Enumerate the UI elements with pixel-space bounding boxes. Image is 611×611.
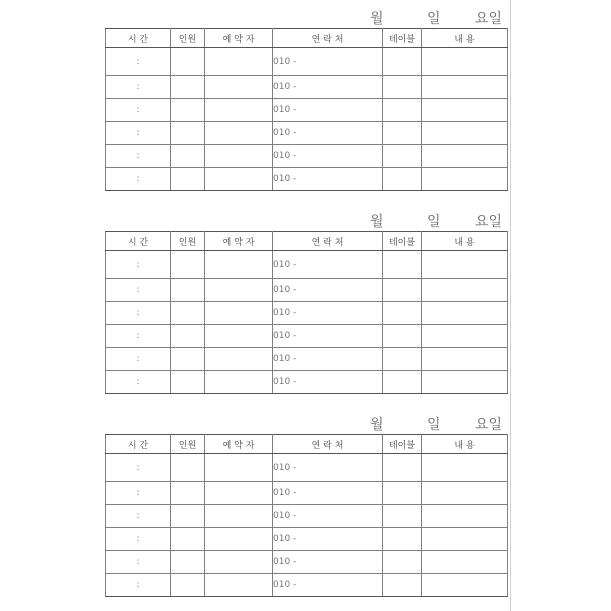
time-cell[interactable]: : bbox=[106, 122, 171, 145]
date-line bbox=[105, 412, 507, 434]
table-row bbox=[106, 251, 508, 279]
contact-cell[interactable]: 010 - bbox=[273, 505, 383, 528]
contact-cell[interactable]: 010 - bbox=[273, 574, 383, 597]
table-row bbox=[106, 76, 508, 99]
party-size-cell[interactable] bbox=[171, 168, 205, 191]
time-cell[interactable]: : bbox=[106, 325, 171, 348]
table-row bbox=[106, 371, 508, 394]
reservation-table bbox=[105, 434, 508, 597]
notes-cell[interactable] bbox=[422, 251, 508, 279]
table-row bbox=[106, 302, 508, 325]
notes-cell[interactable] bbox=[422, 551, 508, 574]
guest-name-header: 예 약 자 bbox=[205, 232, 273, 251]
day-label: 일 bbox=[427, 417, 441, 433]
guest-name-cell[interactable] bbox=[205, 251, 273, 279]
contact-cell[interactable]: 010 - bbox=[273, 371, 383, 394]
party-size-cell[interactable] bbox=[171, 302, 205, 325]
table-number-cell[interactable] bbox=[383, 371, 422, 394]
notes-cell[interactable] bbox=[422, 99, 508, 122]
notes-cell[interactable] bbox=[422, 48, 508, 76]
contact-cell[interactable]: 010 - bbox=[273, 168, 383, 191]
contact-cell[interactable]: 010 - bbox=[273, 528, 383, 551]
time-cell[interactable]: : bbox=[106, 76, 171, 99]
weekday-label: 요일 bbox=[475, 214, 503, 230]
table-number-cell[interactable] bbox=[383, 251, 422, 279]
time-cell[interactable]: : bbox=[106, 482, 171, 505]
notes-cell[interactable] bbox=[422, 145, 508, 168]
table-row bbox=[106, 168, 508, 191]
party-size-cell[interactable] bbox=[171, 48, 205, 76]
reservation-block-2 bbox=[105, 209, 507, 394]
notes-cell[interactable] bbox=[422, 168, 508, 191]
contact-cell[interactable]: 010 - bbox=[273, 99, 383, 122]
guest-name-cell[interactable] bbox=[205, 122, 273, 145]
time-cell[interactable]: : bbox=[106, 551, 171, 574]
contact-cell[interactable]: 010 - bbox=[273, 279, 383, 302]
table-number-header: 테이블 bbox=[383, 29, 422, 48]
table-row bbox=[106, 574, 508, 597]
party-size-cell[interactable] bbox=[171, 325, 205, 348]
table-number-cell[interactable] bbox=[383, 122, 422, 145]
party-size-cell[interactable] bbox=[171, 348, 205, 371]
time-cell[interactable]: : bbox=[106, 505, 171, 528]
notes-cell[interactable] bbox=[422, 302, 508, 325]
guest-name-cell[interactable] bbox=[205, 454, 273, 482]
party-size-header: 인원 bbox=[171, 232, 205, 251]
guest-name-cell[interactable] bbox=[205, 482, 273, 505]
notes-cell[interactable] bbox=[422, 454, 508, 482]
table-number-cell[interactable] bbox=[383, 168, 422, 191]
table-number-cell[interactable] bbox=[383, 48, 422, 76]
time-cell[interactable]: : bbox=[106, 454, 171, 482]
table-number-cell[interactable] bbox=[383, 505, 422, 528]
party-size-cell[interactable] bbox=[171, 482, 205, 505]
guest-name-cell[interactable] bbox=[205, 528, 273, 551]
guest-name-cell[interactable] bbox=[205, 371, 273, 394]
table-row bbox=[106, 99, 508, 122]
month-label: 월 bbox=[370, 417, 384, 433]
contact-header: 연 락 처 bbox=[273, 435, 383, 454]
table-header-row bbox=[106, 29, 508, 48]
reservation-block-3 bbox=[105, 412, 507, 597]
table-row bbox=[106, 325, 508, 348]
notes-cell[interactable] bbox=[422, 122, 508, 145]
time-cell[interactable]: : bbox=[106, 145, 171, 168]
table-number-header: 테이블 bbox=[383, 232, 422, 251]
notes-cell[interactable] bbox=[422, 505, 508, 528]
guest-name-cell[interactable] bbox=[205, 76, 273, 99]
reservation-block-1 bbox=[105, 6, 507, 191]
table-row bbox=[106, 122, 508, 145]
contact-cell[interactable]: 010 - bbox=[273, 48, 383, 76]
contact-cell[interactable]: 010 - bbox=[273, 122, 383, 145]
weekday-label: 요일 bbox=[475, 11, 503, 27]
table-number-cell[interactable] bbox=[383, 99, 422, 122]
time-cell[interactable]: : bbox=[106, 302, 171, 325]
table-row bbox=[106, 551, 508, 574]
time-header: 시 간 bbox=[106, 29, 171, 48]
party-size-header: 인원 bbox=[171, 435, 205, 454]
party-size-cell[interactable] bbox=[171, 122, 205, 145]
guest-name-cell[interactable] bbox=[205, 551, 273, 574]
table-number-cell[interactable] bbox=[383, 76, 422, 99]
guest-name-cell[interactable] bbox=[205, 99, 273, 122]
notes-cell[interactable] bbox=[422, 371, 508, 394]
time-cell[interactable]: : bbox=[106, 574, 171, 597]
day-label: 일 bbox=[427, 214, 441, 230]
contact-cell[interactable]: 010 - bbox=[273, 145, 383, 168]
weekday-label: 요일 bbox=[475, 417, 503, 433]
table-number-cell[interactable] bbox=[383, 145, 422, 168]
table-number-cell[interactable] bbox=[383, 528, 422, 551]
time-cell[interactable]: : bbox=[106, 348, 171, 371]
guest-name-cell[interactable] bbox=[205, 145, 273, 168]
contact-header: 연 락 처 bbox=[273, 29, 383, 48]
table-number-cell[interactable] bbox=[383, 348, 422, 371]
contact-cell[interactable]: 010 - bbox=[273, 76, 383, 99]
guest-name-cell[interactable] bbox=[205, 48, 273, 76]
notes-cell[interactable] bbox=[422, 279, 508, 302]
table-number-cell[interactable] bbox=[383, 551, 422, 574]
day-label: 일 bbox=[427, 11, 441, 27]
table-row bbox=[106, 279, 508, 302]
party-size-cell[interactable] bbox=[171, 574, 205, 597]
table-number-cell[interactable] bbox=[383, 302, 422, 325]
time-cell[interactable]: : bbox=[106, 48, 171, 76]
contact-header: 연 락 처 bbox=[273, 232, 383, 251]
guest-name-cell[interactable] bbox=[205, 348, 273, 371]
party-size-cell[interactable] bbox=[171, 551, 205, 574]
time-header: 시 간 bbox=[106, 435, 171, 454]
party-size-cell[interactable] bbox=[171, 99, 205, 122]
contact-cell[interactable]: 010 - bbox=[273, 302, 383, 325]
contact-cell[interactable]: 010 - bbox=[273, 454, 383, 482]
notes-header: 내 용 bbox=[422, 232, 508, 251]
guest-name-cell[interactable] bbox=[205, 505, 273, 528]
contact-cell[interactable]: 010 - bbox=[273, 482, 383, 505]
time-cell[interactable]: : bbox=[106, 371, 171, 394]
notes-cell[interactable] bbox=[422, 482, 508, 505]
table-number-header: 테이블 bbox=[383, 435, 422, 454]
notes-header: 내 용 bbox=[422, 29, 508, 48]
contact-cell[interactable]: 010 - bbox=[273, 325, 383, 348]
contact-cell[interactable]: 010 - bbox=[273, 348, 383, 371]
table-header-row bbox=[106, 232, 508, 251]
guest-name-cell[interactable] bbox=[205, 168, 273, 191]
party-size-cell[interactable] bbox=[171, 145, 205, 168]
time-cell[interactable]: : bbox=[106, 168, 171, 191]
contact-cell[interactable]: 010 - bbox=[273, 551, 383, 574]
party-size-cell[interactable] bbox=[171, 454, 205, 482]
guest-name-header: 예 약 자 bbox=[205, 29, 273, 48]
notes-cell[interactable] bbox=[422, 528, 508, 551]
contact-cell[interactable]: 010 - bbox=[273, 251, 383, 279]
table-row bbox=[106, 482, 508, 505]
reservation-table bbox=[105, 28, 508, 191]
notes-cell[interactable] bbox=[422, 325, 508, 348]
guest-name-header: 예 약 자 bbox=[205, 435, 273, 454]
table-row bbox=[106, 528, 508, 551]
notes-cell[interactable] bbox=[422, 76, 508, 99]
table-number-cell[interactable] bbox=[383, 482, 422, 505]
table-number-cell[interactable] bbox=[383, 454, 422, 482]
time-cell[interactable]: : bbox=[106, 528, 171, 551]
notes-header: 내 용 bbox=[422, 435, 508, 454]
month-label: 월 bbox=[370, 11, 384, 27]
party-size-header: 인원 bbox=[171, 29, 205, 48]
table-number-cell[interactable] bbox=[383, 279, 422, 302]
date-line bbox=[105, 6, 507, 28]
guest-name-cell[interactable] bbox=[205, 574, 273, 597]
party-size-cell[interactable] bbox=[171, 505, 205, 528]
table-row bbox=[106, 505, 508, 528]
notes-cell[interactable] bbox=[422, 574, 508, 597]
date-line bbox=[105, 209, 507, 231]
table-row bbox=[106, 454, 508, 482]
guest-name-cell[interactable] bbox=[205, 302, 273, 325]
table-header-row bbox=[106, 435, 508, 454]
party-size-cell[interactable] bbox=[171, 371, 205, 394]
notes-cell[interactable] bbox=[422, 348, 508, 371]
party-size-cell[interactable] bbox=[171, 528, 205, 551]
month-label: 월 bbox=[370, 214, 384, 230]
time-cell[interactable]: : bbox=[106, 251, 171, 279]
table-number-cell[interactable] bbox=[383, 574, 422, 597]
reservation-table bbox=[105, 231, 508, 394]
table-row bbox=[106, 348, 508, 371]
table-number-cell[interactable] bbox=[383, 325, 422, 348]
party-size-cell[interactable] bbox=[171, 76, 205, 99]
time-cell[interactable]: : bbox=[106, 99, 171, 122]
table-row bbox=[106, 145, 508, 168]
guest-name-cell[interactable] bbox=[205, 325, 273, 348]
time-header: 시 간 bbox=[106, 232, 171, 251]
page-edge-line bbox=[510, 0, 511, 611]
guest-name-cell[interactable] bbox=[205, 279, 273, 302]
party-size-cell[interactable] bbox=[171, 279, 205, 302]
table-row bbox=[106, 48, 508, 76]
party-size-cell[interactable] bbox=[171, 251, 205, 279]
time-cell[interactable]: : bbox=[106, 279, 171, 302]
